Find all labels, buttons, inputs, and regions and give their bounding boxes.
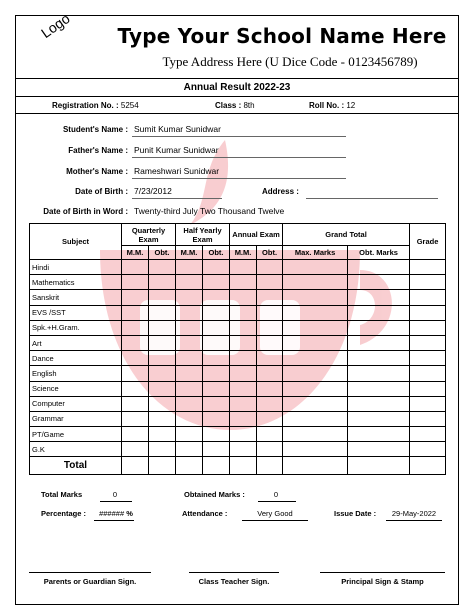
table-cell: [348, 427, 410, 442]
divider: [15, 96, 459, 97]
table-cell: [348, 411, 410, 426]
table-cell: [122, 275, 149, 290]
table-cell: [176, 290, 203, 305]
roll-label: Roll No. :: [309, 101, 345, 110]
grade-header: Grade: [410, 224, 446, 260]
mother-name-label: Mother's Name :: [66, 167, 128, 176]
table-row: [30, 366, 446, 381]
table-cell: [257, 411, 283, 426]
table-cell: [149, 442, 176, 457]
table-cell: [348, 381, 410, 396]
table-cell: [230, 381, 257, 396]
marks-table: [29, 223, 446, 475]
table-cell: [283, 335, 348, 350]
table-row: [30, 381, 446, 396]
table-cell: [203, 260, 230, 275]
table-row: [30, 275, 446, 290]
subject-name: PT/Game: [30, 427, 122, 442]
table-cell: [348, 442, 410, 457]
table-cell: [257, 335, 283, 350]
dob-label: Date of Birth :: [75, 187, 128, 196]
dob-value: 7/23/2012: [134, 186, 172, 196]
subject-name: Grammar: [30, 411, 122, 426]
school-address: Type Address Here (U Dice Code - 0123456789): [162, 54, 418, 69]
subject-name: Mathematics: [30, 275, 122, 290]
table-cell: [122, 260, 149, 275]
table-cell: [122, 381, 149, 396]
table-cell: [122, 305, 149, 320]
table-cell: [176, 442, 203, 457]
table-cell: [348, 290, 410, 305]
table-cell: [203, 381, 230, 396]
table-cell: [149, 351, 176, 366]
table-cell: [149, 275, 176, 290]
table-cell: [257, 457, 283, 475]
table-cell: [410, 351, 446, 366]
subject-name: Spk.+H.Gram.: [30, 320, 122, 335]
table-cell: [283, 260, 348, 275]
dob-words-value: Twenty-third July Two Thousand Twelve: [134, 206, 285, 216]
obt-marks-header: Obt. Marks: [348, 246, 410, 260]
table-cell: [149, 290, 176, 305]
table-header-row: [30, 224, 446, 246]
table-cell: [203, 320, 230, 335]
max-marks-header: Max. Marks: [283, 246, 348, 260]
table-cell: [122, 457, 149, 475]
table-cell: [176, 275, 203, 290]
table-cell: [176, 260, 203, 275]
total-marks-label: Total Marks: [41, 490, 83, 499]
table-cell: [410, 396, 446, 411]
table-cell: [410, 427, 446, 442]
student-name-underline: [132, 136, 346, 137]
table-cell: [257, 381, 283, 396]
table-cell: [283, 305, 348, 320]
table-cell: [176, 320, 203, 335]
table-cell: [122, 320, 149, 335]
table-cell: [203, 305, 230, 320]
subject-name: Hindi: [30, 260, 122, 275]
table-row: [30, 260, 446, 275]
table-cell: [257, 320, 283, 335]
obtained-marks-underline: [258, 501, 296, 502]
table-cell: [149, 260, 176, 275]
percentage-underline: [94, 520, 134, 521]
table-cell: [122, 411, 149, 426]
subject-name: Dance: [30, 351, 122, 366]
total-marks-underline: [100, 501, 132, 502]
table-cell: [176, 351, 203, 366]
table-cell: [176, 366, 203, 381]
table-cell: [203, 396, 230, 411]
table-cell: [283, 320, 348, 335]
subject-name: Science: [30, 381, 122, 396]
school-name: Type Your School Name Here: [117, 24, 447, 48]
table-cell: [230, 457, 257, 475]
table-cell: [122, 351, 149, 366]
table-cell: [410, 335, 446, 350]
half-yearly-mm: M.M.: [176, 246, 203, 260]
subject-name: Computer: [30, 396, 122, 411]
subject-header: Subject: [30, 224, 122, 260]
table-cell: [176, 427, 203, 442]
table-cell: [348, 320, 410, 335]
table-cell: [203, 275, 230, 290]
table-cell: [230, 442, 257, 457]
teacher-sign-label: Class Teacher Sign.: [198, 577, 270, 586]
attendance-value: Very Good: [257, 509, 293, 518]
parent-sign-line: [29, 572, 151, 573]
table-cell: [149, 366, 176, 381]
table-cell: [348, 335, 410, 350]
obtained-marks-value: 0: [273, 490, 279, 499]
table-cell: [283, 411, 348, 426]
issue-date-underline: [386, 520, 442, 521]
table-cell: [348, 305, 410, 320]
mother-name-value: Rameshwari Sunidwar: [134, 166, 220, 176]
subject-name: G.K: [30, 442, 122, 457]
principal-sign-label: Principal Sign & Stamp: [341, 577, 424, 586]
logo-text: Logo: [38, 10, 73, 42]
table-cell: [283, 396, 348, 411]
table-cell: [176, 335, 203, 350]
obtained-marks-label: Obtained Marks :: [184, 490, 245, 499]
issue-date-label: Issue Date :: [334, 509, 377, 518]
attendance-label: Attendance :: [182, 509, 228, 518]
subject-name: Sanskrit: [30, 290, 122, 305]
table-cell: [122, 427, 149, 442]
table-cell: [149, 381, 176, 396]
table-row: [30, 411, 446, 426]
table-cell: [257, 305, 283, 320]
table-cell: [410, 366, 446, 381]
class-label: Class :: [215, 101, 242, 110]
table-cell: [230, 275, 257, 290]
table-cell: [176, 305, 203, 320]
table-cell: [283, 457, 348, 475]
table-cell: [149, 320, 176, 335]
parent-sign-label: Parents or Guardian Sign.: [43, 577, 137, 586]
table-cell: [203, 335, 230, 350]
address-label: Address :: [262, 187, 299, 196]
quarterly-mm: M.M.: [122, 246, 149, 260]
table-cell: [348, 366, 410, 381]
table-cell: [122, 366, 149, 381]
table-cell: [203, 290, 230, 305]
percentage-value: ######: [99, 509, 125, 518]
half-yearly-obt: Obt.: [203, 246, 230, 260]
table-row: [30, 351, 446, 366]
annual-header: Annual Exam: [230, 224, 283, 246]
father-name-value: Punit Kumar Sunidwar: [134, 145, 219, 155]
table-cell: [149, 396, 176, 411]
table-cell: [230, 427, 257, 442]
roll-field: [309, 101, 355, 110]
table-cell: [348, 351, 410, 366]
table-cell: [410, 381, 446, 396]
roll-value: 12: [346, 101, 356, 110]
table-cell: [283, 427, 348, 442]
father-name-label: Father's Name :: [68, 146, 128, 155]
subject-name: EVS /SST: [30, 305, 122, 320]
attendance-underline: [242, 520, 308, 521]
student-name-label: Student's Name :: [62, 125, 128, 134]
student-name-value: Sumit Kumar Sunidwar: [134, 124, 221, 134]
table-cell: [149, 335, 176, 350]
total-row: [30, 457, 446, 475]
table-row: [30, 442, 446, 457]
table-cell: [230, 305, 257, 320]
table-cell: [283, 366, 348, 381]
table-cell: [203, 457, 230, 475]
table-cell: [122, 335, 149, 350]
table-row: [30, 320, 446, 335]
table-cell: [348, 260, 410, 275]
table-cell: [176, 381, 203, 396]
divider: [15, 113, 459, 114]
table-cell: [257, 260, 283, 275]
table-cell: [257, 351, 283, 366]
table-cell: [283, 381, 348, 396]
table-cell: [122, 290, 149, 305]
table-cell: [230, 290, 257, 305]
table-cell: [410, 290, 446, 305]
grand-total-header: Grand Total: [283, 224, 410, 246]
table-row: [30, 335, 446, 350]
table-cell: [149, 457, 176, 475]
teacher-sign-line: [189, 572, 279, 573]
table-cell: [203, 366, 230, 381]
table-cell: [410, 442, 446, 457]
registration-label: Registration No. :: [52, 101, 119, 110]
table-cell: [230, 260, 257, 275]
table-cell: [230, 411, 257, 426]
table-cell: [410, 305, 446, 320]
father-name-underline: [132, 157, 346, 158]
table-cell: [149, 427, 176, 442]
annual-mm: M.M.: [230, 246, 257, 260]
total-marks-value: 0: [112, 490, 118, 499]
table-cell: [257, 442, 283, 457]
table-cell: [257, 427, 283, 442]
principal-sign-line: [320, 572, 445, 573]
mother-name-underline: [132, 178, 346, 179]
table-row: [30, 305, 446, 320]
table-cell: [203, 351, 230, 366]
result-title: Annual Result 2022-23: [183, 82, 291, 93]
table-cell: [230, 320, 257, 335]
class-field: [215, 101, 255, 110]
total-label: Total: [30, 457, 122, 475]
table-cell: [257, 396, 283, 411]
table-cell: [410, 260, 446, 275]
table-cell: [176, 396, 203, 411]
table-cell: [410, 411, 446, 426]
quarterly-obt: Obt.: [149, 246, 176, 260]
table-cell: [410, 457, 446, 475]
table-cell: [410, 320, 446, 335]
quarterly-header: Quarterly Exam: [122, 224, 176, 246]
table-cell: [149, 411, 176, 426]
percent-sign: %: [126, 509, 133, 518]
table-cell: [149, 305, 176, 320]
dob-words-label: Date of Birth in Word :: [43, 207, 128, 216]
half-yearly-header: Half Yearly Exam: [176, 224, 230, 246]
table-row: [30, 290, 446, 305]
table-cell: [176, 411, 203, 426]
table-cell: [257, 290, 283, 305]
table-cell: [348, 396, 410, 411]
table-row: [30, 396, 446, 411]
table-cell: [203, 427, 230, 442]
subject-name: Art: [30, 335, 122, 350]
table-cell: [230, 396, 257, 411]
table-cell: [203, 442, 230, 457]
dob-underline: [132, 198, 222, 199]
table-cell: [257, 275, 283, 290]
table-cell: [203, 411, 230, 426]
table-cell: [348, 275, 410, 290]
table-cell: [410, 275, 446, 290]
divider: [15, 78, 459, 79]
table-cell: [348, 457, 410, 475]
table-cell: [122, 442, 149, 457]
address-underline: [306, 198, 438, 199]
percentage-label: Percentage :: [41, 509, 87, 518]
table-cell: [283, 442, 348, 457]
subject-name: English: [30, 366, 122, 381]
table-cell: [283, 275, 348, 290]
issue-date-value: 29-May-2022: [391, 509, 437, 518]
table-cell: [122, 396, 149, 411]
table-cell: [230, 335, 257, 350]
table-cell: [176, 457, 203, 475]
table-row: [30, 427, 446, 442]
percentage-field: [94, 509, 138, 518]
table-cell: [283, 290, 348, 305]
table-cell: [257, 366, 283, 381]
table-cell: [230, 366, 257, 381]
annual-obt: Obt.: [257, 246, 283, 260]
registration-field: [52, 101, 139, 110]
table-cell: [230, 351, 257, 366]
class-value: 8th: [243, 101, 255, 110]
table-cell: [283, 351, 348, 366]
registration-value: 5254: [120, 101, 139, 110]
